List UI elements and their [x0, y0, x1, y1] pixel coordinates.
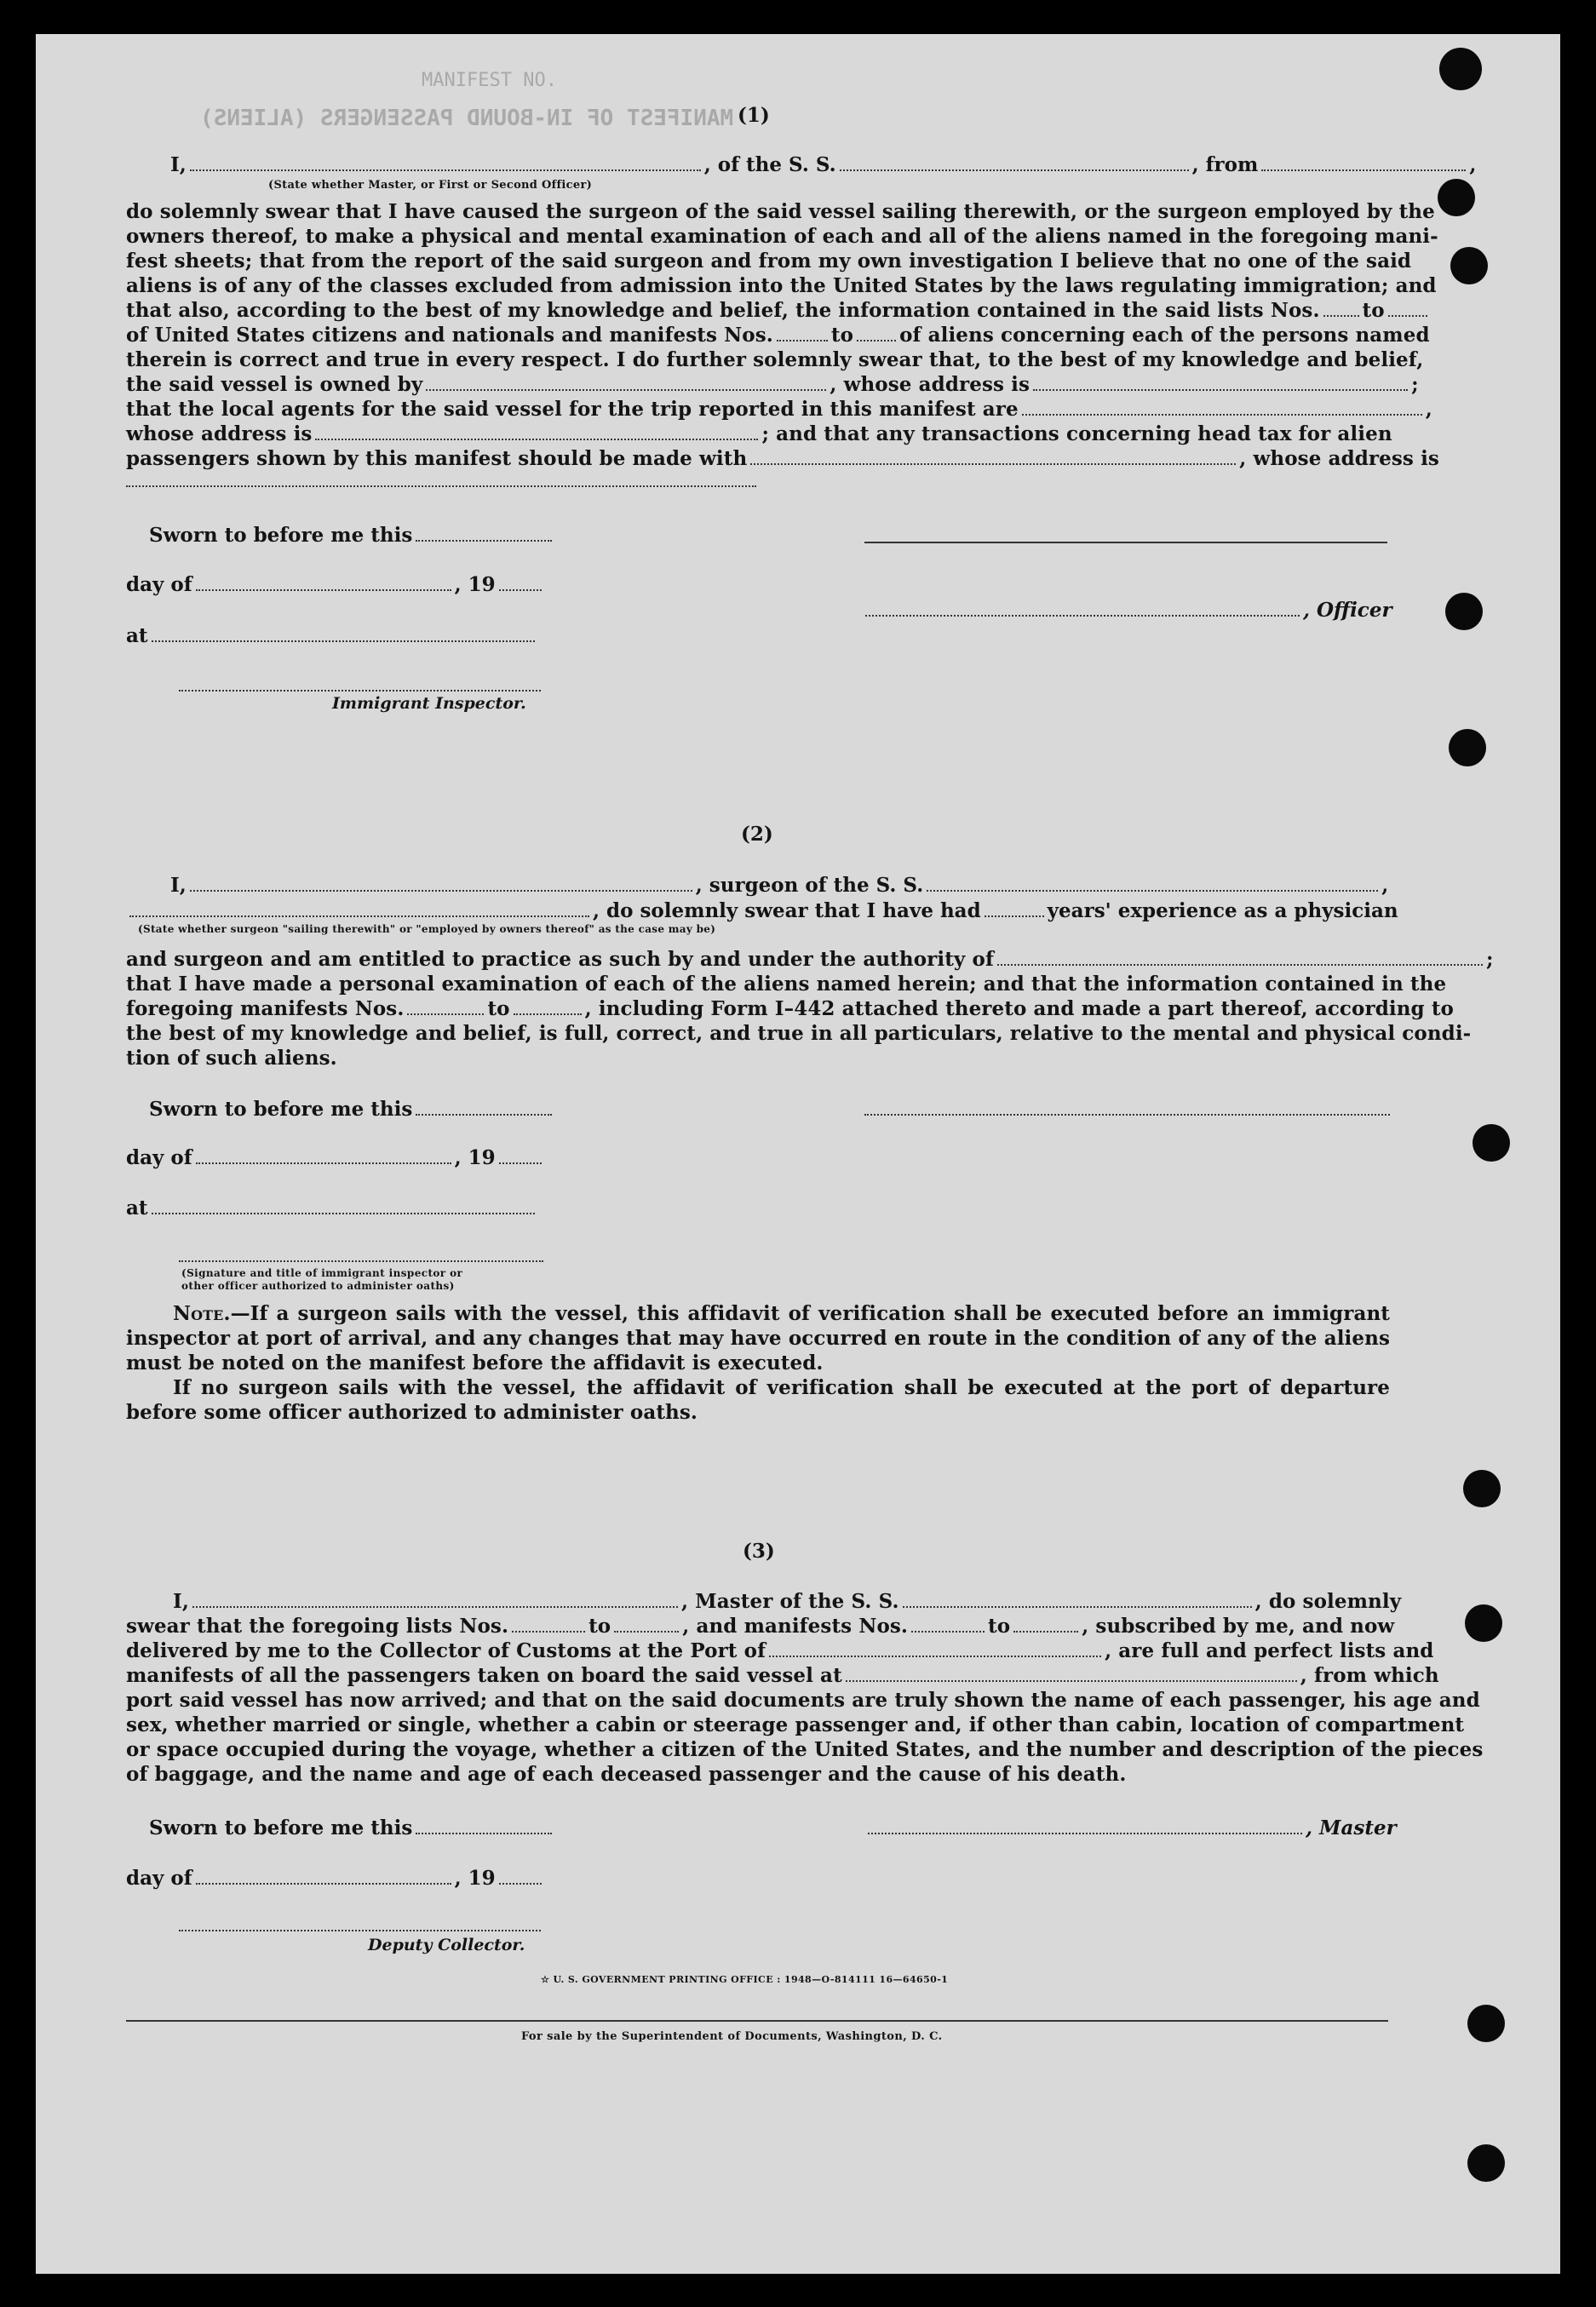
s3-body: I, , Master of the S. S. , do solemnly swear that the foregoing lists Nos. to , and manifests Nos. to , subscribed by me, and now delivered by me to the Collector of Customs at the Port of , are full and perfect lists and manifests of all the passengers taken on board the said vessel at , from which port said vessel has now arrived; and that on the said documents are truly shown the name of each passenger, his age and sex, whether married or single, whether a cabin or steerage passenger and, if other than cabin, location of compartment or space occupied during the voyage, whether a citizen of the United States, and the number and description of the pieces of baggage, and the name and age of each deceased passenger and the cause of his death. [126, 1590, 1484, 1786]
s2-sworn: Sworn to before me this [149, 1098, 555, 1121]
s2-note: Note.—If a surgeon sails with the vessel, this affidavit of verification shall be executed before an immigrant inspector at port of arrival, and any changes that may have occurred en route in the condition of any of the aliens must be noted on the manifest before the affidavit is executed. If no surgeon sails with the vessel, the affidavit of verification shall be executed at the port of departure before some officer authorized to administer oaths. [126, 1302, 1390, 1424]
punch-hole [1467, 2005, 1505, 2042]
s2-line2: , do solemnly swear that I have had years' experience as a physician [126, 899, 1398, 922]
s2-body: and surgeon and am entitled to practice as such by and under the authority of ; that I have made a personal examination of each of the aliens named herein; and that the information contained in the foregoing manifests Nos. to , including Form I–442 attached thereto and made a part thereof, according to the best of my knowledge and belief, is full, correct, and true in all particulars, relative to the mental and physical condi- tion of such aliens. [126, 948, 1494, 1070]
s2-signature-line [864, 1114, 1390, 1116]
s2-sig-note-2: other officer authorized to administer oaths) [181, 1280, 455, 1292]
note-label: Note. [173, 1302, 231, 1325]
s1-at: at [126, 624, 538, 647]
s2-surgeon-note: (State whether surgeon "sailing therewith" or "employed by owners thereof" as the case may be) [138, 923, 716, 935]
s1-day-of: day of , 19 [126, 573, 545, 596]
punch-hole [1439, 48, 1482, 90]
s1-officer-line: , Officer [862, 599, 1392, 622]
bleed-through-text: MANIFEST OF IN-BOUND PASSENGERS (ALIENS) [200, 106, 734, 131]
s2-at: at [126, 1197, 538, 1219]
punch-hole [1450, 247, 1488, 284]
s3-day-of: day of , 19 [126, 1867, 545, 1890]
s1-signature-line [864, 542, 1387, 543]
section-3-heading: (3) [743, 1540, 775, 1563]
section-1-heading: (1) [738, 104, 770, 127]
punch-hole [1445, 593, 1483, 630]
s2-day-of: day of , 19 [126, 1146, 545, 1169]
punch-hole [1467, 2144, 1505, 2182]
s1-body: do solemnly swear that I have caused the surgeon of the said vessel sailing therewith, or the surgeon employed by the owners thereof, to make a physical and mental examination of each and all of the aliens named in the foregoing mani- fest sheets; that from the report of the said surgeon and from my own investigation I believe that no one of the said aliens is of any of the classes excluded from admission into the United States by the laws regulating immigration; and that also, according to the best of my knowledge and belief, the information contained in the said lists Nos. to of United States citizens and nationals and manifests Nos. to of aliens concerning each of the persons named therein is correct and true in every respect. I do further solemnly swear that, to the best of my knowledge and belief, the said vessel is owned by , whose address is ; that the local agents for the said vessel for the trip reported in this manifest are , whose address is ; and that any transactions concerning head tax for alien passengers shown by this manifest should be made with , whose address is [126, 200, 1439, 470]
s1-line1: I, , of the S. S. , from , [170, 153, 1477, 176]
punch-hole [1473, 1124, 1510, 1162]
s1-inspector-label: Immigrant Inspector. [332, 694, 526, 713]
s3-master-line: , Master [864, 1816, 1397, 1839]
bleed-through-text: MANIFEST NO. [422, 70, 557, 91]
printing-office-line: ☆ U. S. GOVERNMENT PRINTING OFFICE : 1948—O-814111 16—64650-1 [541, 1974, 949, 1985]
footer-rule [126, 2020, 1388, 2022]
s1-officer-note: (State whether Master, or First or Second Officer) [268, 179, 593, 192]
s2-sig-note-1: (Signature and title of immigrant inspector or [181, 1267, 463, 1279]
s1-sworn: Sworn to before me this [149, 524, 555, 547]
s3-deputy-label: Deputy Collector. [368, 1936, 525, 1954]
sale-line: For sale by the Superintendent of Documents, Washington, D. C. [521, 2030, 943, 2043]
s3-collector-line [179, 1930, 541, 1931]
section-2-heading: (2) [741, 823, 773, 846]
s3-sworn: Sworn to before me this [149, 1816, 555, 1839]
punch-hole [1438, 179, 1475, 216]
punch-hole [1449, 729, 1486, 766]
s2-inspector-line [179, 1260, 543, 1262]
s2-line1: I, , surgeon of the S. S. , [170, 874, 1389, 897]
punch-hole [1463, 1470, 1501, 1507]
s1-address-line [126, 485, 756, 487]
punch-hole [1465, 1604, 1502, 1642]
s1-inspector-line [179, 690, 541, 692]
